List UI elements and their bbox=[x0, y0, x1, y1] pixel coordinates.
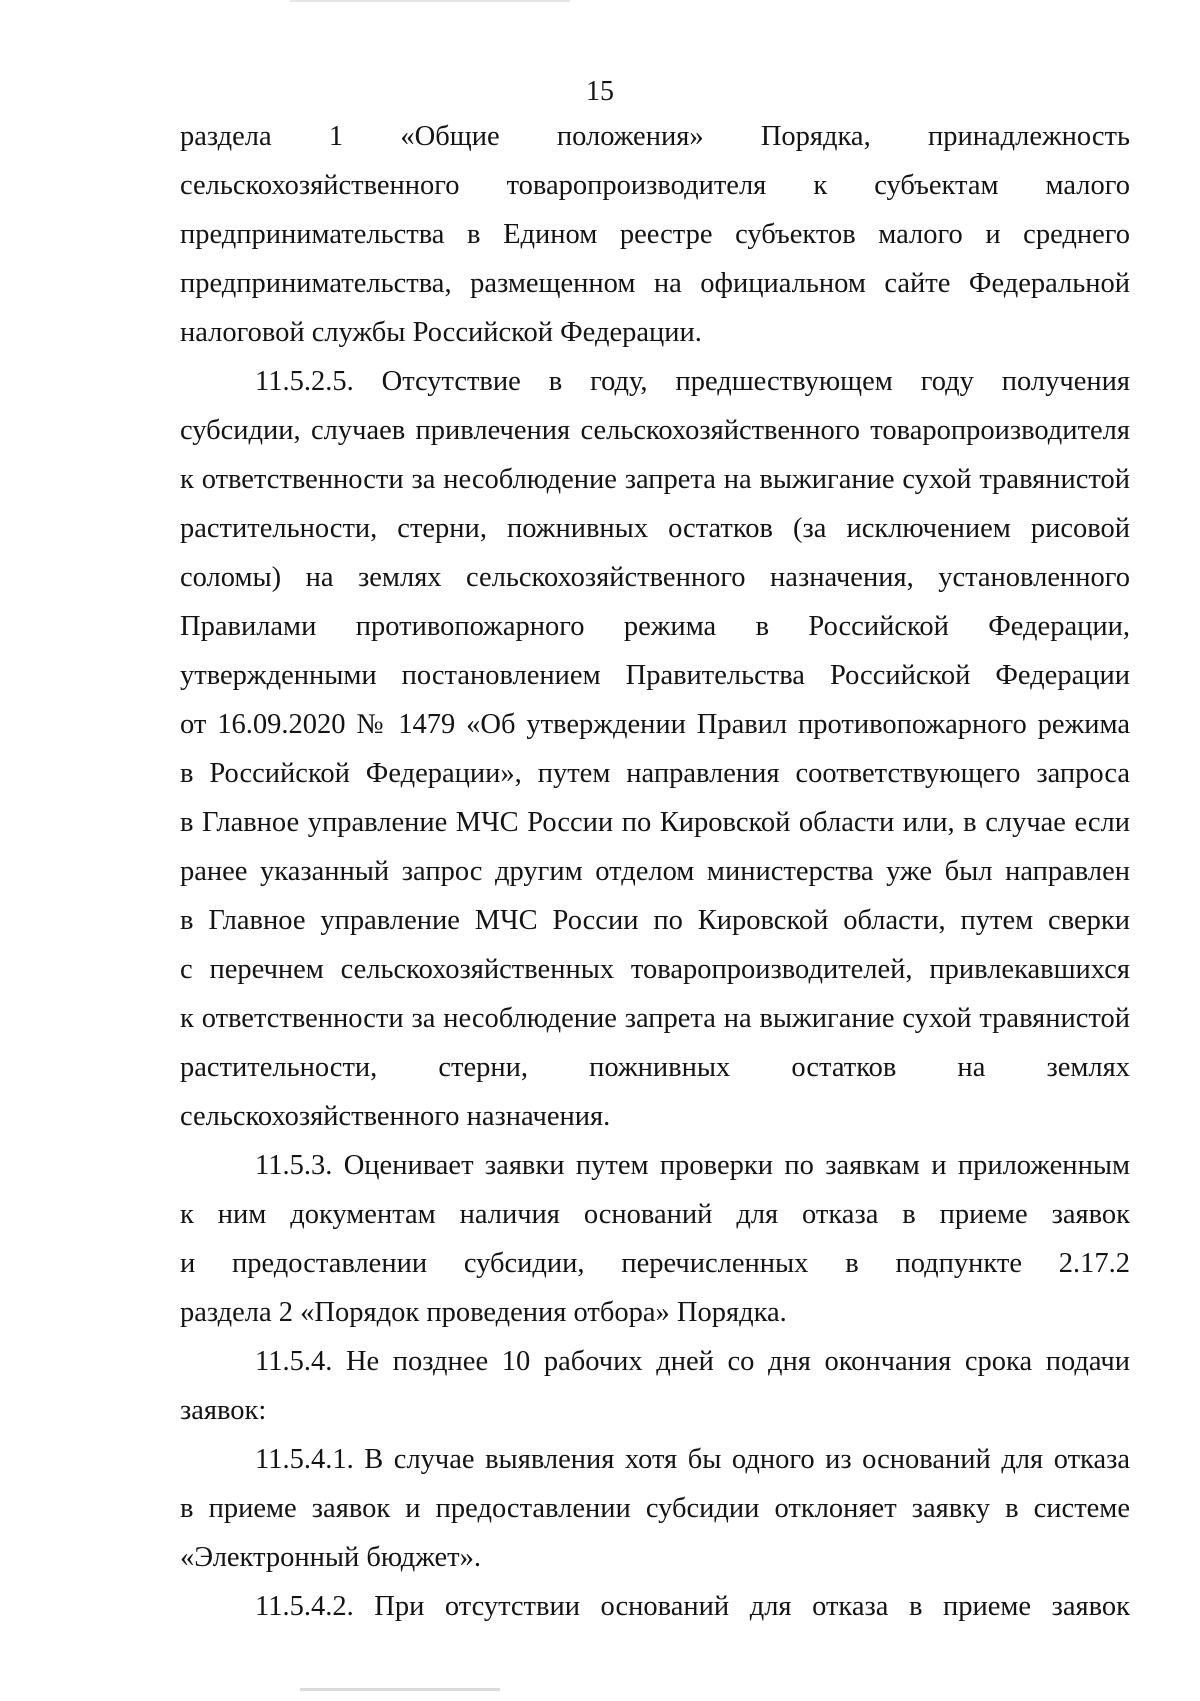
paragraph-11-5-4-1 bbox=[180, 1435, 1130, 1582]
text-line: раздела 1 «Общие положения» Порядка, принадлежность bbox=[180, 121, 1130, 152]
text-line: ранее указанный запрос другим отделом министерства уже был направлен bbox=[180, 856, 1130, 887]
text-line: и предоставлении субсидии, перечисленных в подпункте 2.17.2 bbox=[180, 1248, 1130, 1279]
text-line: в Главное управление МЧС России по Кировской области, путем сверки bbox=[180, 905, 1130, 936]
text-line: заявок: bbox=[180, 1395, 267, 1426]
text-line: в Главное управление МЧС России по Кировской области или, в случае если bbox=[180, 807, 1130, 838]
scan-artifact-bottom bbox=[300, 1688, 500, 1691]
text-line: в приеме заявок и предоставлении субсидии отклоняет заявку в системе bbox=[180, 1493, 1130, 1524]
text-line: от 16.09.2020 № 1479 «Об утверждении Правил противопожарного режима bbox=[180, 709, 1130, 740]
page-number: 15 bbox=[586, 76, 614, 107]
text-line: «Электронный бюджет». bbox=[180, 1542, 482, 1573]
paragraph-continuation bbox=[180, 112, 1130, 357]
text-line: сельскохозяйственного товаропроизводителя к субъектам малого bbox=[180, 170, 1130, 201]
text-line: раздела 2 «Порядок проведения отбора» Порядка. bbox=[180, 1297, 787, 1328]
text-line: 11.5.3. Оценивает заявки путем проверки по заявкам и приложенным bbox=[255, 1150, 1130, 1181]
paragraph-11-5-3 bbox=[180, 1141, 1130, 1337]
text-line: с перечнем сельскохозяйственных товаропроизводителей, привлекавшихся bbox=[180, 954, 1130, 985]
text-line: налоговой службы Российской Федерации. bbox=[180, 317, 702, 348]
text-line: к ним документам наличия оснований для отказа в приеме заявок bbox=[180, 1199, 1130, 1230]
text-line: субсидии, случаев привлечения сельскохозяйственного товаропроизводителя bbox=[180, 415, 1130, 446]
text-line: к ответственности за несоблюдение запрета на выжигание сухой травянистой bbox=[180, 464, 1130, 495]
text-line: 11.5.4.1. В случае выявления хотя бы одного из оснований для отказа bbox=[255, 1444, 1130, 1475]
scan-artifact-top bbox=[290, 0, 570, 2]
text-line: растительности, стерни, пожнивных остатков на землях bbox=[180, 1052, 1130, 1083]
text-line: 11.5.4.2. При отсутствии оснований для отказа в приеме заявок bbox=[255, 1591, 1130, 1622]
text-line: соломы) на землях сельскохозяйственного назначения, установленного bbox=[180, 562, 1130, 593]
text-line: 11.5.4. Не позднее 10 рабочих дней со дня окончания срока подачи bbox=[255, 1346, 1130, 1377]
text-line: растительности, стерни, пожнивных остатков (за исключением рисовой bbox=[180, 513, 1130, 544]
text-line: к ответственности за несоблюдение запрета на выжигание сухой травянистой bbox=[180, 1003, 1130, 1034]
paragraph-11-5-4-2 bbox=[180, 1582, 1130, 1631]
text-line: сельскохозяйственного назначения. bbox=[180, 1101, 611, 1132]
text-line: Правилами противопожарного режима в Российской Федерации, bbox=[180, 611, 1130, 642]
paragraph-11-5-4 bbox=[180, 1337, 1130, 1435]
document-body bbox=[180, 112, 1130, 1631]
text-line: предпринимательства, размещенном на официальном сайте Федеральной bbox=[180, 268, 1130, 299]
text-line: 11.5.2.5. Отсутствие в году, предшествующем году получения bbox=[255, 366, 1130, 397]
text-line: предпринимательства в Едином реестре субъектов малого и среднего bbox=[180, 219, 1130, 250]
text-line: утвержденными постановлением Правительства Российской Федерации bbox=[180, 660, 1130, 691]
text-line: в Российской Федерации», путем направления соответствующего запроса bbox=[180, 758, 1130, 789]
paragraph-11-5-2-5 bbox=[180, 357, 1130, 1141]
